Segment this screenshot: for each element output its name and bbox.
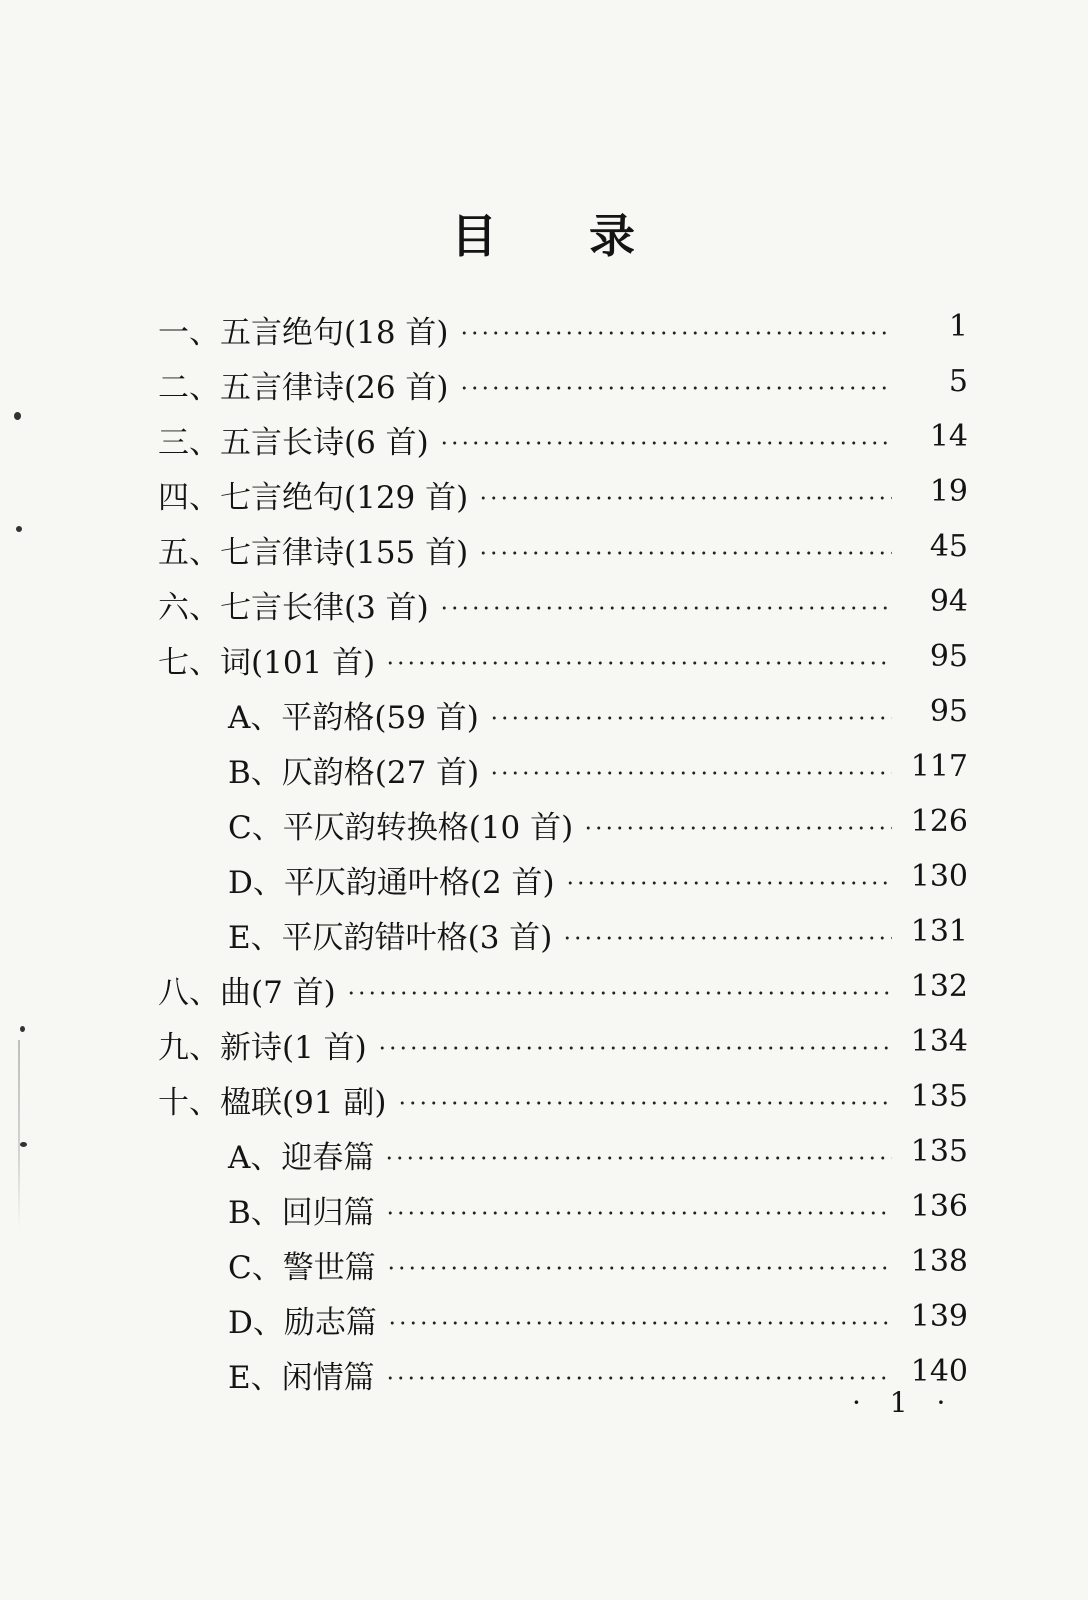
toc-entry [158,357,968,412]
scan-speck [20,1026,25,1032]
toc-entry [158,1347,968,1402]
toc-entry-label: 七、词(101 首) [158,645,376,681]
toc-entry [158,1017,968,1072]
toc-entry [158,797,968,852]
dot-leader [562,935,892,941]
dot-leader [583,825,892,831]
toc-entry [158,852,968,907]
toc-entry-label: 二、五言律诗(26 首) [158,370,449,406]
toc-entry-label: C、警世篇 [228,1250,376,1286]
dot-leader [385,1375,892,1381]
toc-entry [158,522,968,577]
toc-entry [158,1292,968,1347]
toc-entry-label: D、励志篇 [228,1305,377,1341]
toc-entry-label: B、回归篇 [228,1195,375,1231]
toc-entry [158,467,968,522]
scan-speck [16,526,22,532]
toc-entry-page: 132 [910,969,968,1004]
table-of-contents [158,302,968,1402]
dot-leader [489,770,892,776]
dot-leader [384,1155,892,1161]
scan-speck [14,412,21,420]
toc-entry-page: 135 [910,1134,968,1169]
toc-entry-page: 95 [929,694,968,729]
toc-entry-page: 1 [948,309,968,344]
toc-entry-page: 139 [910,1299,968,1334]
toc-entry-label: 十、楹联(91 副) [158,1085,387,1121]
toc-entry-page: 94 [929,584,968,619]
dot-leader [439,440,892,446]
toc-entry-page: 131 [910,914,968,949]
toc-entry-page: 138 [910,1244,968,1279]
dot-leader [385,660,892,666]
dot-leader [346,990,892,996]
toc-entry [158,962,968,1017]
dot-leader [459,385,893,391]
toc-entry-page: 117 [910,749,968,784]
toc-entry [158,1072,968,1127]
dot-leader [459,330,893,336]
toc-entry [158,1182,968,1237]
toc-entry-label: E、闲情篇 [228,1360,375,1396]
toc-entry [158,1237,968,1292]
toc-entry-page: 45 [929,529,968,564]
dot-leader [439,605,892,611]
toc-entry-page: 135 [910,1079,968,1114]
toc-entry-label: 九、新诗(1 首) [158,1030,367,1066]
toc-entry-page: 95 [929,639,968,674]
toc-entry-page: 5 [948,364,968,399]
toc-entry-page: 140 [910,1354,968,1389]
scan-speck [20,1142,27,1147]
toc-entry [158,742,968,797]
page-title [0,200,1088,266]
toc-entry-label: 四、七言绝句(129 首) [158,480,469,516]
toc-entry-page: 19 [929,474,968,509]
toc-entry-label: A、迎春篇 [228,1140,375,1176]
toc-entry-page: 136 [910,1189,968,1224]
toc-entry-label: 八、曲(7 首) [158,975,336,1011]
dot-leader [489,715,892,721]
toc-entry-label: 五、七言律诗(155 首) [158,535,469,571]
toc-entry-page: 130 [910,859,968,894]
toc-entry-label: A、平韵格(59 首) [228,700,479,736]
toc-entry [158,577,968,632]
toc-entry-page: 134 [910,1024,968,1059]
toc-entry-label: B、仄韵格(27 首) [228,755,480,791]
page-number: · 1 · [852,1386,956,1419]
dot-leader [397,1100,893,1106]
toc-entry [158,907,968,962]
scan-edge-mark [18,1040,20,1230]
dot-leader [387,1320,892,1326]
dot-leader [478,495,892,501]
toc-entry-label: E、平仄韵错叶格(3 首) [228,920,553,956]
toc-entry-label: 三、五言长诗(6 首) [158,425,429,461]
toc-entry [158,632,968,687]
dot-leader [377,1045,892,1051]
toc-entry [158,412,968,467]
toc-entry-label: 六、七言长律(3 首) [158,590,429,626]
dot-leader [565,880,892,886]
dot-leader [385,1210,892,1216]
toc-entry [158,1127,968,1182]
toc-entry-label: C、平仄韵转换格(10 首) [228,810,574,846]
toc-entry [158,302,968,357]
toc-entry-page: 126 [910,804,968,839]
toc-entry-label: D、平仄韵通叶格(2 首) [228,865,555,901]
dot-leader [478,550,892,556]
title-char-1: 目 [451,209,499,263]
toc-entry-label: 一、五言绝句(18 首) [158,315,449,351]
dot-leader [386,1265,892,1271]
toc-entry [158,687,968,742]
title-char-2: 录 [589,209,637,263]
toc-entry-page: 14 [929,419,968,454]
